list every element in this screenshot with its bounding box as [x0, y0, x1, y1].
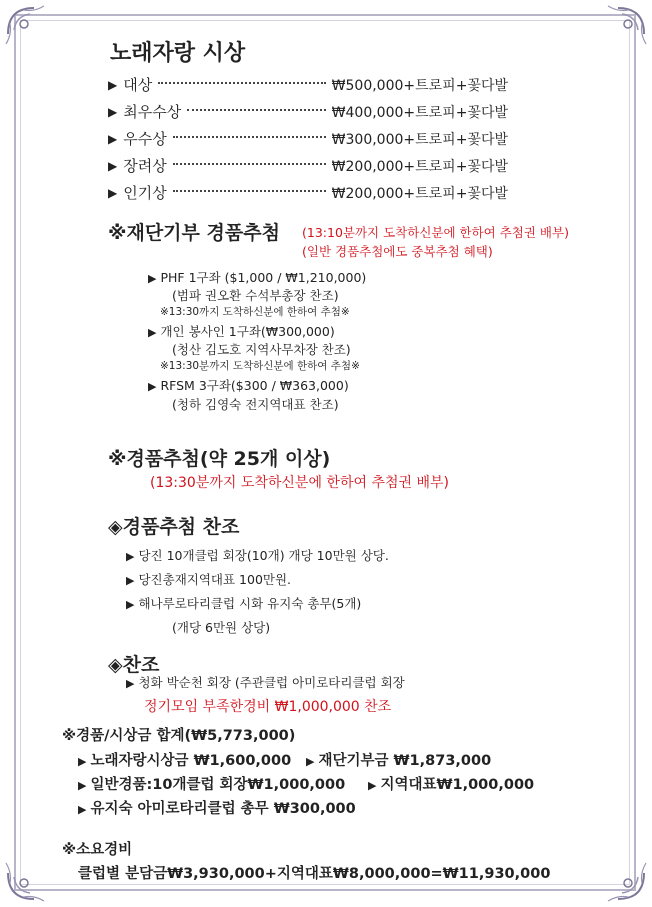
- foundation-note: (일반 경품추첨에도 중복추첨 혜택): [302, 244, 493, 259]
- prize-row: [108, 74, 508, 95]
- prize-row: [108, 155, 508, 176]
- prize-row: [108, 128, 508, 149]
- arrow-icon: ▶: [148, 380, 157, 393]
- lottery-sponsor-text: 당진 10개클럽 회장(10개) 개당 10만원 상당.: [138, 548, 389, 563]
- arrow-icon: ▶: [78, 779, 87, 792]
- corner-ornament-icon: [598, 4, 648, 54]
- foundation-item-note: ※13:30까지 도착하신분에 한하여 추첨※: [160, 306, 350, 318]
- sponsorship-heading: ◈찬조: [108, 654, 160, 676]
- totals-row: [368, 773, 534, 794]
- sponsorship-text: 청화 박순천 회장 (주관클럽 아미로타리클럽 회장: [138, 675, 405, 690]
- totals-item: 일반경품:10개클럽 회장₩1,000,000: [90, 777, 346, 793]
- lottery-sponsor-sub: (개당 6만원 상당): [172, 620, 271, 635]
- lottery-sponsor-heading: ◈경품추첨 찬조: [108, 516, 240, 538]
- foundation-heading: ※재단기부 경품추첨: [108, 222, 280, 244]
- foundation-item-note: ※13:30분까지 도착하신분에 한하여 추첨※: [160, 360, 360, 372]
- totals-heading: ※경품/시상금 합계(₩5,773,000): [62, 728, 296, 744]
- arrow-icon: ▶: [108, 104, 118, 119]
- arrow-icon: ▶: [108, 185, 118, 200]
- foundation-item: [148, 268, 366, 286]
- arrow-icon: ▶: [126, 574, 135, 587]
- foundation-item-line: 개인 봉사인 1구좌(₩300,000): [160, 324, 335, 339]
- prize-name: 최우수상: [123, 103, 182, 121]
- lottery-heading: ※경품추첨(약 25개 이상): [108, 448, 331, 470]
- leader-dots: [187, 109, 325, 111]
- lottery-sponsor-item: [126, 570, 291, 588]
- lottery-note: (13:30분까지 도착하신분에 한하여 추첨권 배부): [150, 475, 449, 491]
- arrow-icon: ▶: [148, 326, 157, 339]
- leader-dots: [158, 82, 325, 84]
- arrow-icon: ▶: [108, 158, 118, 173]
- prize-row: [108, 182, 508, 203]
- leader-dots: [173, 190, 326, 192]
- sponsorship-red-line: 정기모임 부족한경비 ₩1,000,000 찬조: [144, 699, 392, 715]
- arrow-icon: ▶: [368, 779, 377, 792]
- totals-row: [306, 749, 491, 770]
- expenses-line: 클럽별 분담금₩3,930,000+지역대표₩8,000,000=₩11,930,000: [78, 866, 551, 882]
- prize-amount: ₩200,000+트로피+꽃다발: [331, 185, 508, 202]
- prize-name: 대상: [123, 76, 153, 94]
- arrow-icon: ▶: [126, 550, 135, 563]
- corner-ornament-icon: [598, 853, 648, 903]
- totals-row: [78, 749, 291, 770]
- arrow-icon: ▶: [78, 755, 87, 768]
- foundation-sponsor: (청산 김도호 지역사무차장 찬조): [172, 342, 351, 357]
- leader-dots: [173, 163, 326, 165]
- totals-item: 유지숙 아미로타리클럽 총무 ₩300,000: [90, 801, 356, 817]
- foundation-item: [148, 322, 335, 340]
- expenses-heading: ※소요경비: [62, 842, 133, 858]
- prize-amount: ₩200,000+트로피+꽃다발: [331, 158, 508, 175]
- arrow-icon: ▶: [126, 598, 135, 611]
- arrow-icon: ▶: [108, 77, 118, 92]
- arrow-icon: ▶: [148, 272, 157, 285]
- leader-dots: [173, 136, 326, 138]
- lottery-sponsor-item: [126, 594, 361, 612]
- prize-amount: ₩500,000+트로피+꽃다발: [331, 77, 508, 94]
- foundation-item-line: PHF 1구좌 ($1,000 / ₩1,210,000): [160, 270, 367, 285]
- arrow-icon: ▶: [126, 677, 135, 690]
- foundation-sponsor: (청하 김영숙 전지역대표 찬조): [172, 397, 339, 412]
- prize-name: 우수상: [123, 130, 167, 148]
- prize-row: [108, 101, 508, 122]
- prize-amount: ₩400,000+트로피+꽃다발: [331, 104, 508, 121]
- sponsorship-item: [126, 673, 405, 691]
- corner-ornament-icon: [4, 853, 54, 903]
- arrow-icon: ▶: [78, 803, 87, 816]
- totals-row: [78, 773, 345, 794]
- corner-ornament-icon: [4, 4, 54, 54]
- arrow-icon: ▶: [306, 755, 315, 768]
- lottery-sponsor-text: 해나루로타리클럽 시화 유지숙 총무(5개): [138, 596, 362, 611]
- totals-item: 노래자랑시상금 ₩1,600,000: [90, 753, 292, 769]
- prize-name: 인기상: [123, 184, 167, 202]
- page-title: 노래자랑 시상: [110, 41, 246, 66]
- prize-amount: ₩300,000+트로피+꽃다발: [331, 131, 508, 148]
- lottery-sponsor-item: [126, 546, 389, 564]
- totals-item: 재단기부금 ₩1,873,000: [318, 753, 492, 769]
- foundation-sponsor: (범파 권오환 수석부총장 찬조): [172, 288, 339, 303]
- lottery-sponsor-text: 당진총재지역대표 100만원.: [138, 572, 292, 587]
- foundation-note: (13:10분까지 도착하신분에 한하여 추첨권 배부): [302, 225, 569, 240]
- foundation-item-line: RFSM 3구좌($300 / ₩363,000): [160, 378, 349, 393]
- totals-item: 지역대표₩1,000,000: [380, 777, 535, 793]
- foundation-item: [148, 376, 349, 394]
- totals-row: [78, 797, 356, 818]
- arrow-icon: ▶: [108, 131, 118, 146]
- prize-name: 장려상: [123, 157, 167, 175]
